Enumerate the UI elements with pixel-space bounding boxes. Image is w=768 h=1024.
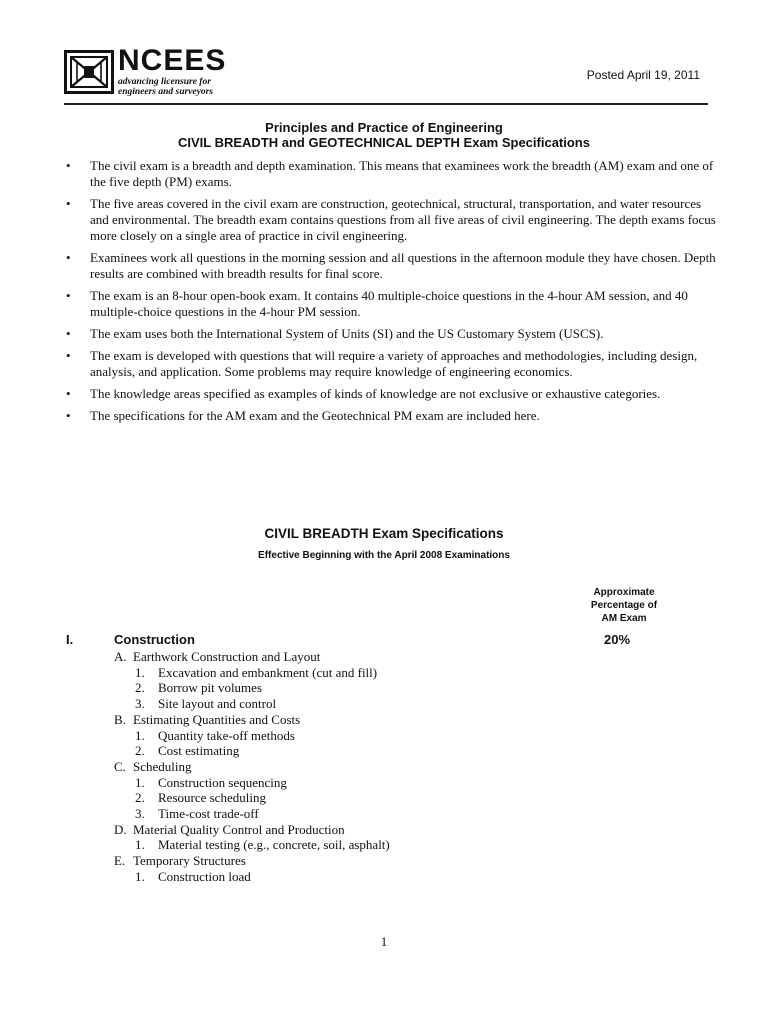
bullet-item — [66, 196, 716, 244]
topic-item — [114, 759, 634, 775]
logo-wordmark: NCEES — [118, 44, 227, 77]
bullet-item — [66, 288, 716, 320]
topic-letter: C. — [114, 758, 126, 774]
subtopic-number: 1. — [135, 868, 145, 884]
bullet-text: The exam uses both the International System of Units (SI) and the US Customary System (USCS). — [90, 326, 604, 341]
area-name: Construction — [114, 632, 195, 647]
bullet-icon: • — [66, 348, 71, 363]
bullet-icon: • — [66, 288, 71, 303]
construction-outline — [114, 649, 634, 885]
topic-item — [114, 853, 634, 869]
subtopic-item — [114, 837, 634, 853]
subtopic-number: 1. — [135, 664, 145, 680]
posted-date: Posted April 19, 2011 — [586, 68, 700, 82]
subtopic-text: Time-cost trade-off — [158, 806, 259, 822]
subtopic-item — [114, 680, 634, 696]
bullet-item — [66, 348, 716, 380]
bullet-icon: • — [66, 196, 71, 211]
subtopic-item — [114, 696, 634, 712]
logo-tagline-line-2: engineers and surveyors — [118, 87, 214, 97]
bullet-icon: • — [66, 408, 71, 423]
topic-name: Estimating Quantities and Costs — [133, 711, 301, 727]
subtopic-text: Construction sequencing — [158, 774, 287, 790]
section-subtitle: Effective Beginning with the April 2008 Examinations — [258, 550, 510, 561]
bullet-text: The knowledge areas specified as examples of kinds of knowledge are not exclusive or exhaustive categories. — [90, 386, 661, 401]
subtopic-number: 1. — [135, 727, 145, 743]
bullet-text: The civil exam is a breadth and depth examination. This means that examinees work the breadth (AM) exam and one of the five depth (PM) exams. — [90, 158, 714, 189]
logo-tagline — [118, 77, 228, 97]
bullet-icon: • — [66, 158, 71, 173]
topic-name: Earthwork Construction and Layout — [133, 649, 321, 664]
topic-name: Temporary Structures — [133, 853, 246, 869]
bullet-item — [66, 326, 716, 342]
percentage-header-line-3: AM Exam — [601, 613, 647, 624]
bullet-item — [66, 250, 716, 282]
percentage-header-line-1: Approximate — [593, 587, 655, 598]
bullet-icon: • — [66, 250, 71, 265]
bullet-text: Examinees work all questions in the morning session and all questions in the afternoon module they have chosen. Depth results are combined with breadth results for final score. — [90, 250, 716, 281]
bullet-item — [66, 386, 716, 402]
subtopic-number: 3. — [135, 806, 145, 822]
subtopic-item — [114, 869, 634, 885]
topic-item — [114, 649, 634, 665]
subtopic-text: Quantity take-off methods — [158, 727, 295, 743]
ncees-emblem-icon — [64, 50, 114, 94]
subtopic-item — [114, 790, 634, 806]
subtopic-number: 1. — [135, 837, 145, 853]
subtopic-number: 2. — [135, 743, 145, 759]
document-title-line-1: Principles and Practice of Engineering — [265, 120, 503, 135]
topic-name: Scheduling — [133, 758, 192, 774]
subtopic-item — [114, 775, 634, 791]
subtopic-number: 2. — [135, 680, 145, 696]
percentage-header-line-2: Percentage of — [590, 600, 658, 611]
subtopic-item — [114, 728, 634, 744]
topic-name: Material Quality Control and Production — [133, 821, 345, 837]
bullet-text: The five areas covered in the civil exam are construction, geotechnical, structural, transportation, and water resources and environmental. The breadth exam contains questions from all five areas of civil engineering. The depth exams focus more closely on a single area of practice in civil engineering. — [90, 196, 716, 243]
bullet-icon: • — [66, 326, 71, 341]
overview-bullet-list — [66, 158, 716, 430]
subtopic-text: Material testing (e.g., concrete, soil, asphalt) — [158, 837, 390, 853]
area-number: I. — [66, 632, 74, 647]
bullet-icon: • — [66, 386, 71, 401]
section-title: CIVIL BREADTH Exam Specifications — [264, 526, 504, 541]
subtopic-item — [114, 665, 634, 681]
subtopic-item — [114, 743, 634, 759]
area-percentage: 20% — [604, 632, 631, 647]
subtopic-text: Cost estimating — [158, 743, 240, 759]
subtopic-item — [114, 806, 634, 822]
subtopic-text: Excavation and embankment (cut and fill) — [158, 664, 378, 680]
topic-letter: E. — [114, 853, 126, 869]
header-divider — [64, 103, 708, 105]
topic-letter: B. — [114, 711, 126, 727]
subtopic-text: Resource scheduling — [158, 790, 266, 806]
topic-item — [114, 822, 634, 838]
topic-letter: D. — [114, 821, 127, 837]
topic-letter: A. — [114, 649, 127, 664]
page-number: 1 — [380, 934, 388, 949]
subtopic-number: 1. — [135, 774, 145, 790]
subtopic-number: 3. — [135, 696, 145, 712]
topic-item — [114, 712, 634, 728]
ncees-logo — [64, 44, 227, 102]
subtopic-text: Construction load — [158, 868, 251, 884]
subtopic-number: 2. — [135, 790, 145, 806]
subtopic-text: Site layout and control — [158, 696, 277, 712]
bullet-text: The exam is an 8-hour open-book exam. It contains 40 multiple-choice questions in the 4-hour AM session, and 40 multiple-choice questions in the 4-hour PM session. — [90, 288, 688, 319]
percentage-column-header — [575, 586, 673, 625]
subtopic-text: Borrow pit volumes — [158, 680, 262, 696]
bullet-text: The exam is developed with questions that will require a variety of approaches and methodologies, including design, analysis, and application. Some problems may require knowledge of engineering economics. — [90, 348, 698, 379]
logo-tagline-line-1: advancing licensure for — [118, 77, 211, 87]
bullet-item — [66, 158, 716, 190]
document-title-line-2: CIVIL BREADTH and GEOTECHNICAL DEPTH Exam Specifications — [178, 135, 590, 150]
bullet-item — [66, 408, 716, 424]
bullet-text: The specifications for the AM exam and the Geotechnical PM exam are included here. — [90, 408, 540, 423]
